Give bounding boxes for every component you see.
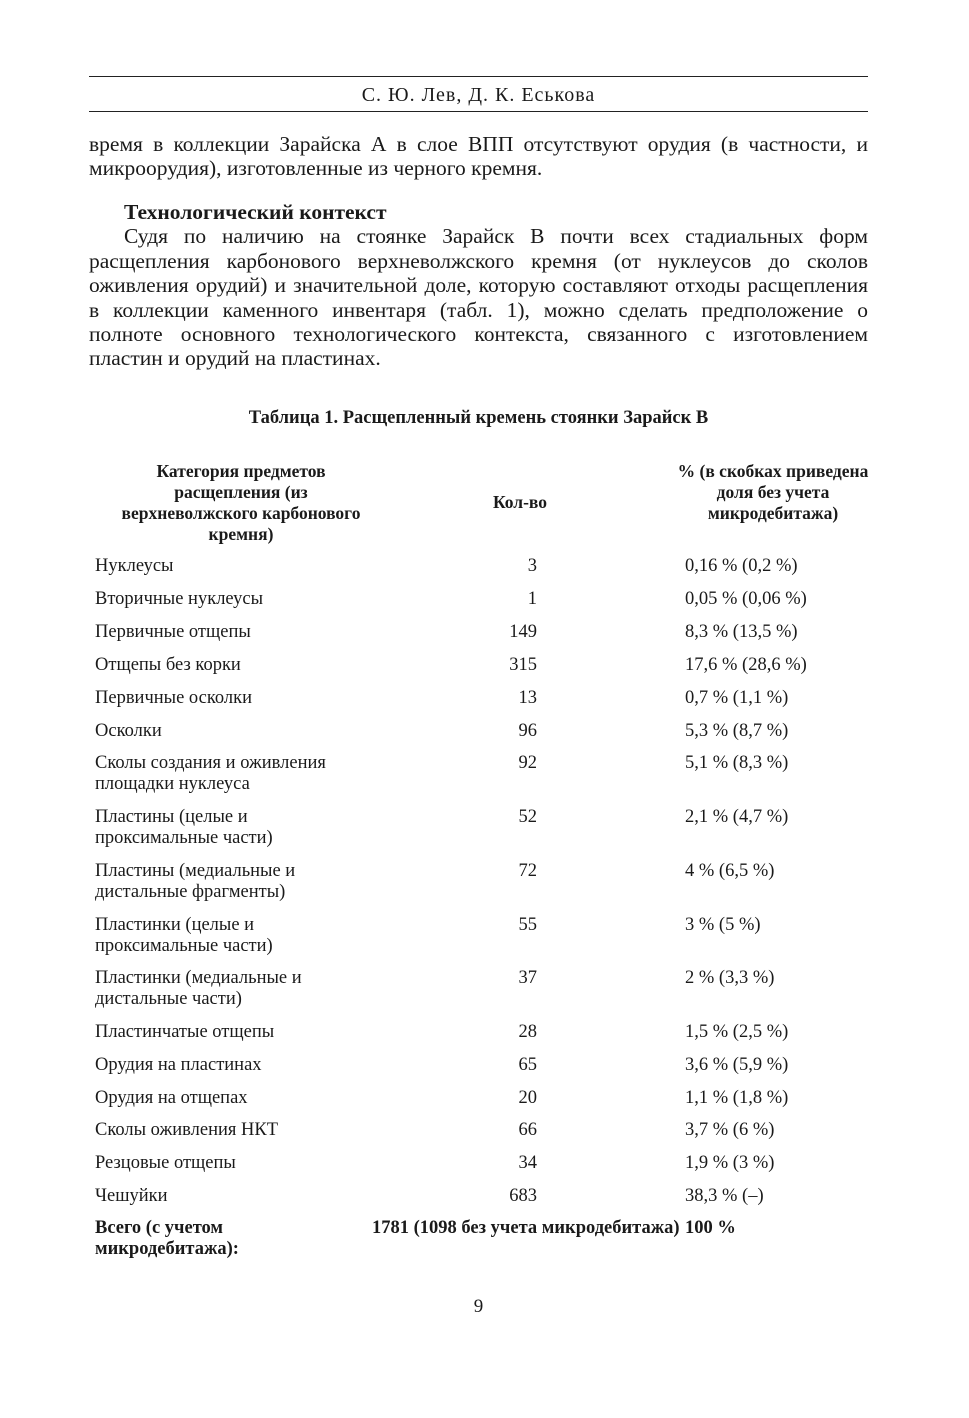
row-category: Пластинки (целые и проксимальные части): [95, 915, 273, 956]
row-count: 37: [518, 968, 537, 988]
row-percent: 3 % (5 %): [685, 915, 761, 935]
row-category: Орудия на пластинах: [95, 1055, 262, 1075]
row-count: 66: [518, 1120, 537, 1140]
row-category: Орудия на отщепах: [95, 1088, 248, 1108]
table-row: [95, 968, 868, 1008]
header-percent: % (в скобках приведена доля без учета микродебитажа): [677, 461, 869, 523]
row-category: Отщепы без корки: [95, 655, 241, 675]
row-count: 149: [509, 622, 537, 642]
row-percent: 1,9 % (3 %): [685, 1153, 775, 1173]
row-category: Первичные отщепы: [95, 622, 251, 642]
row-category: Пластинчатые отщепы: [95, 1022, 275, 1042]
row-percent: 3,6 % (5,9 %): [685, 1055, 789, 1075]
row-category: Пластины (целые и проксимальные части): [95, 807, 273, 848]
header-count: Кол-во: [492, 492, 548, 512]
total-category: Всего (с учетом микродебитажа):: [95, 1218, 239, 1259]
row-percent: 2,1 % (4,7 %): [685, 807, 789, 827]
row-count: 3: [527, 556, 537, 576]
row-category: Пластины (медиальные и дистальные фрагменты): [95, 861, 296, 902]
row-count: 1: [527, 589, 537, 609]
header-category: Категория предметов расщепления (из верхневолжского карбонового кремня): [121, 461, 361, 544]
row-percent: 3,7 % (6 %): [685, 1120, 775, 1140]
row-count: 20: [518, 1088, 537, 1108]
row-percent: 2 % (3,3 %): [685, 968, 775, 988]
row-category: Резцовые отщепы: [95, 1153, 236, 1173]
row-category: Сколы оживления НКТ: [95, 1120, 279, 1140]
row-category: Чешуйки: [95, 1186, 168, 1206]
row-count: 52: [518, 807, 537, 827]
row-percent: 4 % (6,5 %): [685, 861, 775, 881]
row-category: Осколки: [95, 721, 162, 741]
row-count: 683: [509, 1186, 537, 1206]
row-percent: 38,3 % (–): [685, 1186, 764, 1206]
row-category: Сколы создания и оживления площадки нуклеуса: [95, 753, 326, 794]
header-rule-top: [89, 76, 868, 77]
row-percent: 0,16 % (0,2 %): [685, 556, 798, 576]
row-category: Пластинки (медиальные и дистальные части): [95, 968, 302, 1009]
row-percent: 17,6 % (28,6 %): [685, 655, 807, 675]
table-row: [95, 915, 868, 955]
row-count: 315: [509, 655, 537, 675]
total-percent: 100 %: [685, 1218, 736, 1238]
section-technological-context: [89, 200, 868, 371]
intro-text: [89, 132, 868, 181]
row-count: 55: [518, 915, 537, 935]
table-row: [95, 861, 868, 901]
intro-paragraph: время в коллекции Зарайска А в слое ВПП отсутствуют орудия (в частности, и микроорудия), изготовленные из черного кремня.: [89, 132, 868, 181]
row-percent: 5,3 % (8,7 %): [685, 721, 789, 741]
row-count: 92: [518, 753, 537, 773]
row-count: 72: [518, 861, 537, 881]
total-count: 1781 (1098 без учета микродебитажа): [372, 1218, 680, 1238]
row-category: Вторичные нуклеусы: [95, 589, 264, 609]
header-rule-bottom: [89, 111, 868, 112]
table-caption: Таблица 1. Расщепленный кремень стоянки Зарайск В: [248, 408, 709, 428]
row-count: 96: [518, 721, 537, 741]
section-title: Технологический контекст: [124, 200, 387, 224]
row-percent: 1,1 % (1,8 %): [685, 1088, 789, 1108]
row-percent: 8,3 % (13,5 %): [685, 622, 798, 642]
row-category: Нуклеусы: [95, 556, 174, 576]
row-count: 13: [518, 688, 537, 708]
row-category: Первичные осколки: [95, 688, 253, 708]
running-header: С. Ю. Лев, Д. К. Еськова: [361, 84, 596, 106]
section-paragraph: Судя по наличию на стоянке Зарайск В почти всех стадиальных форм расщепления карбонового верхневолжского кремня (от нуклеусов до сколов оживления орудий) и значительной доле, которую составляют отходы расщепления в коллекции каменного инвентаря (табл. 1), можно сделать предположение о полноте основного технологического контекста, связанного с изготовлением пластин и орудий на пластинах.: [89, 224, 868, 371]
row-count: 34: [518, 1153, 537, 1173]
row-percent: 0,05 % (0,06 %): [685, 589, 807, 609]
row-percent: 0,7 % (1,1 %): [685, 688, 789, 708]
table-row: [95, 753, 868, 793]
table-row: [95, 807, 868, 847]
row-count: 28: [518, 1022, 537, 1042]
row-count: 65: [518, 1055, 537, 1075]
row-percent: 1,5 % (2,5 %): [685, 1022, 789, 1042]
row-percent: 5,1 % (8,3 %): [685, 753, 789, 773]
page-number: 9: [473, 1296, 484, 1317]
